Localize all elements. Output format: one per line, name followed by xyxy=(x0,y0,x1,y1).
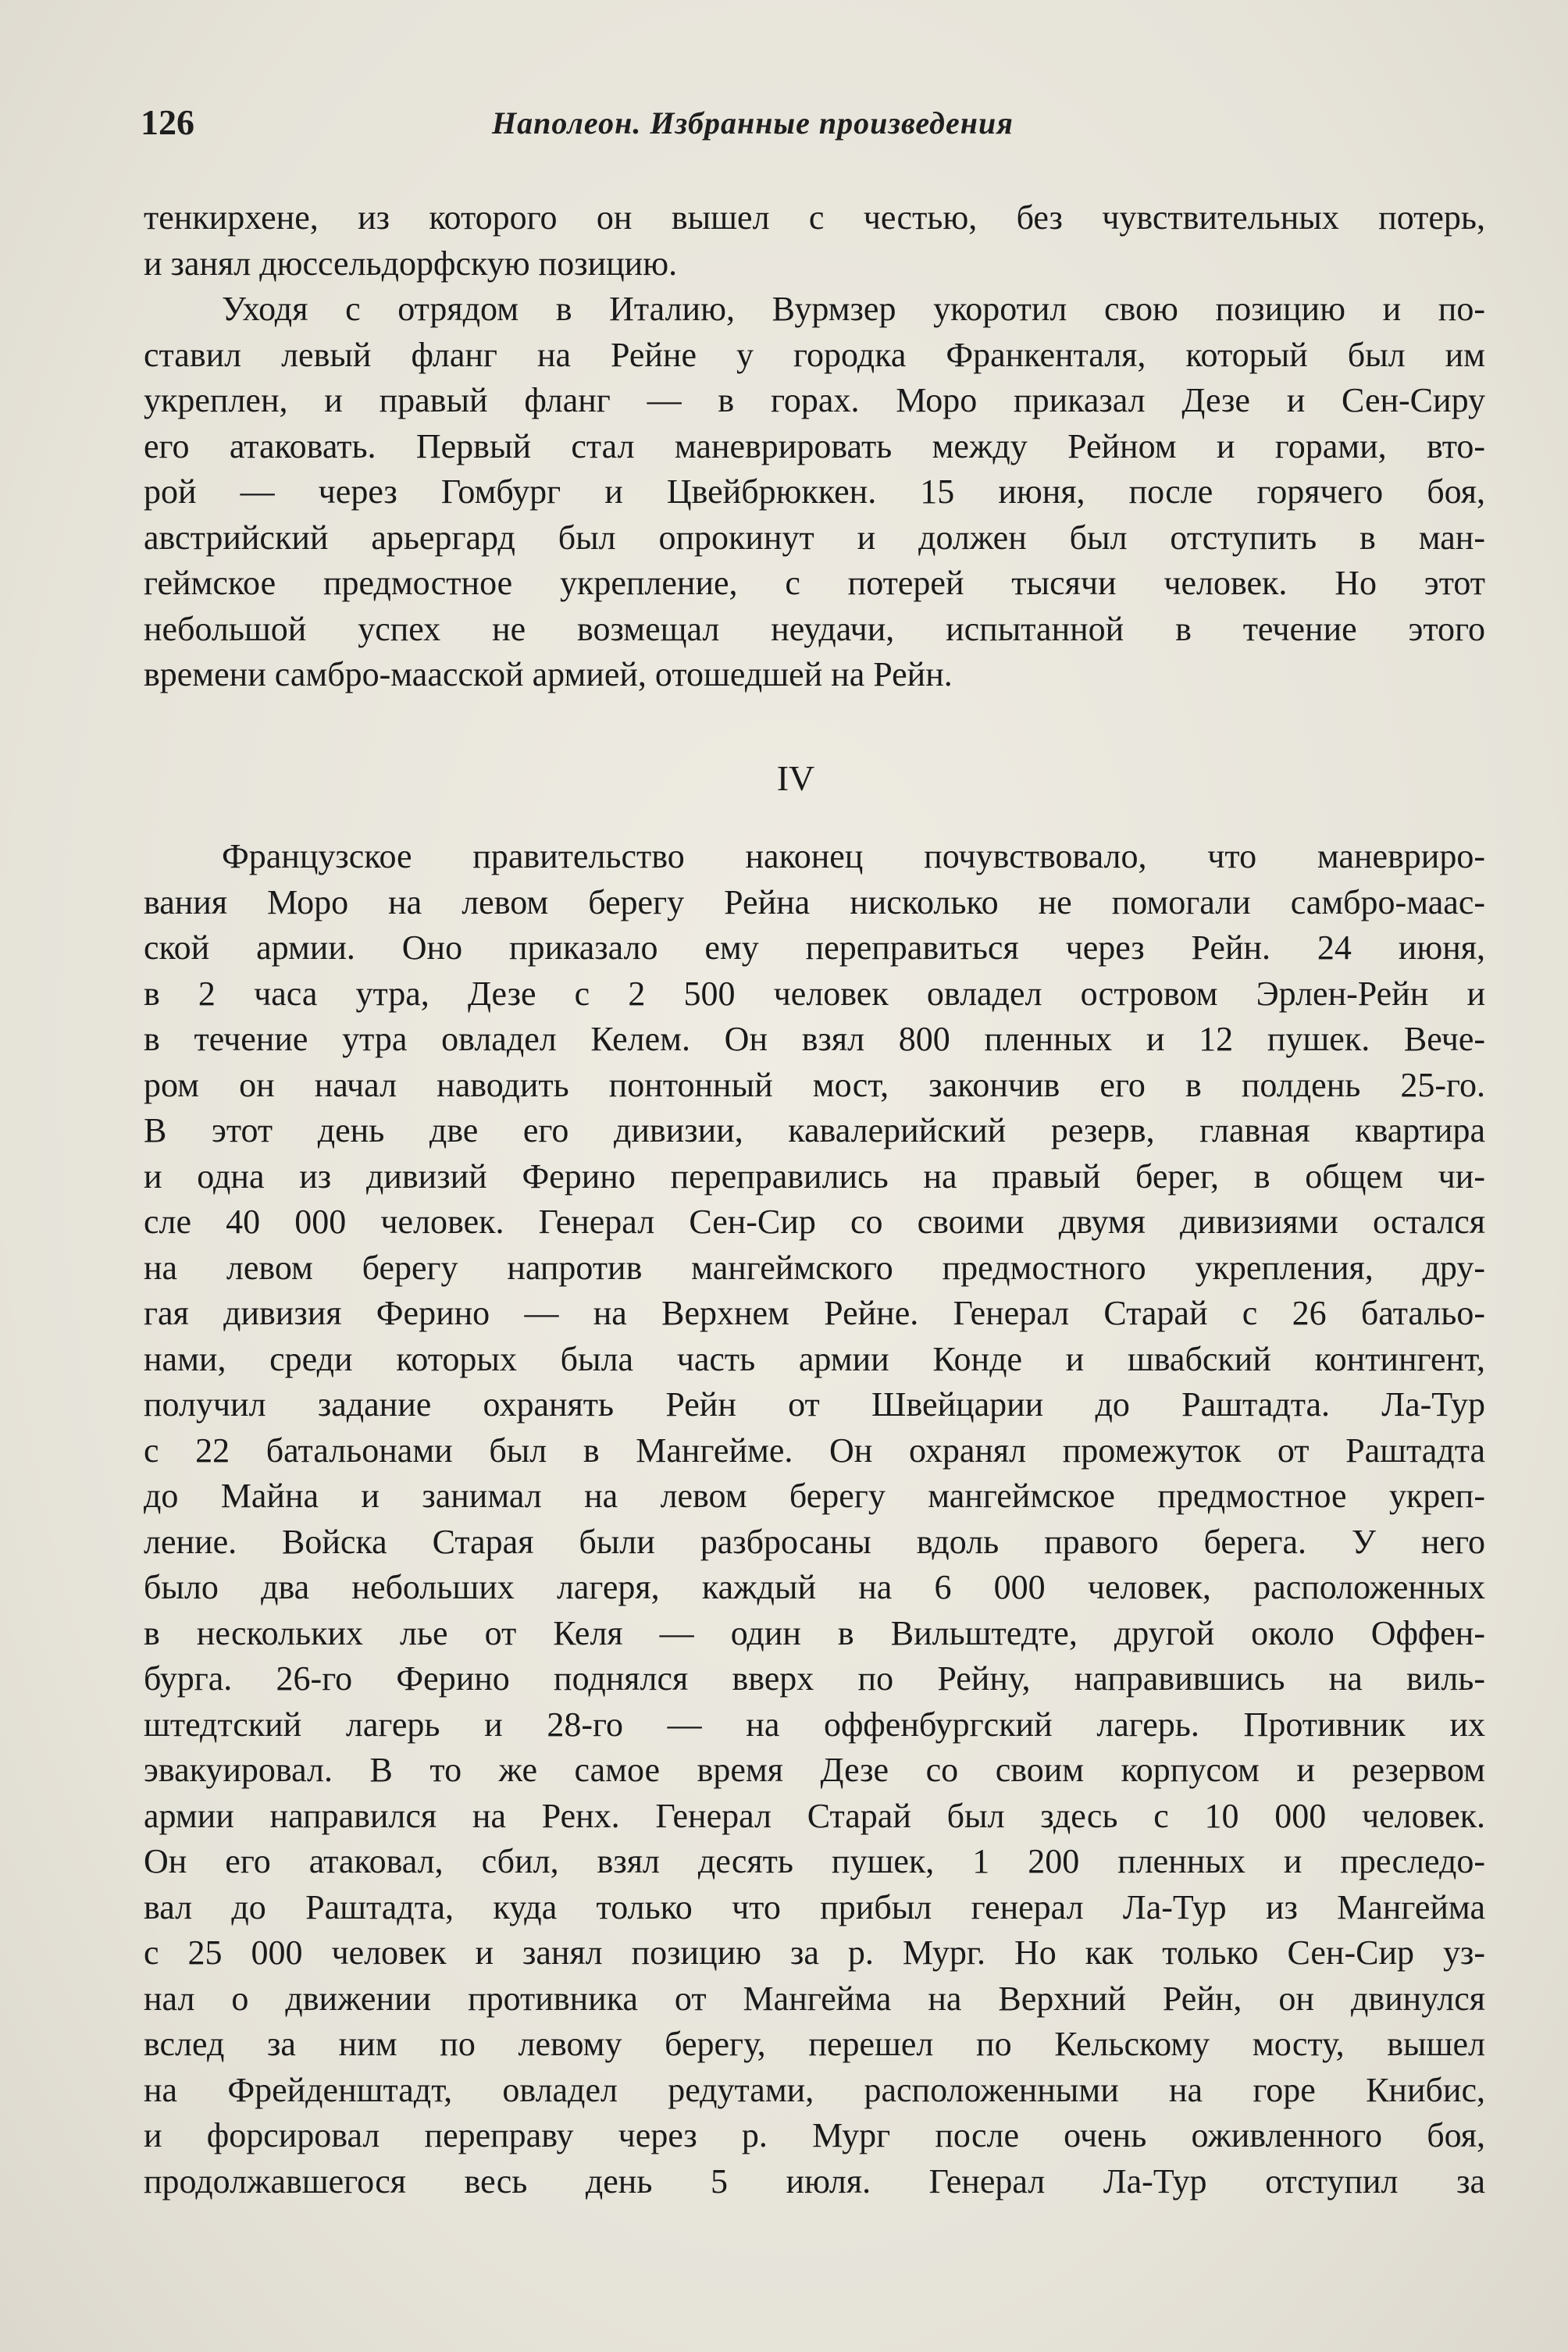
section-heading: IV xyxy=(776,758,815,798)
text-line: сле 40 000 человек. Генерал Сен-Сир со своими двумя дивизиями остался xyxy=(144,1203,1485,1241)
text-line: получил задание охранять Рейн от Швейцарии до Раштадта. Ла-Тур xyxy=(144,1385,1485,1424)
text-line: В этот день две его дивизии, кавалерийский резерв, главная квартира xyxy=(144,1111,1485,1149)
text-line: ской армии. Оно приказало ему переправиться через Рейн. 24 июня, xyxy=(144,928,1485,967)
running-title: Наполеон. Избранные произведения xyxy=(492,105,1014,141)
text-line: на левом берегу напротив мангеймского предмостного укрепления, дру- xyxy=(144,1248,1485,1287)
text-line: в течение утра овладел Келем. Он взял 800 пленных и 12 пушек. Вече- xyxy=(144,1020,1485,1058)
text-line: в 2 часа утра, Дезе с 2 500 человек овладел островом Эрлен-Рейн и xyxy=(144,974,1485,1013)
text-line: нал о движении противника от Мангейма на Верхний Рейн, он двинулся xyxy=(144,1979,1485,2018)
text-line: Французское правительство наконец почувствовало, что маневриро- xyxy=(222,837,1485,875)
text-line: эвакуировал. В то же самое время Дезе со своим корпусом и резервом xyxy=(144,1751,1485,1789)
paragraph-section-iv xyxy=(144,834,1485,2204)
text-line: Он его атаковал, сбил, взял десять пушек, 1 200 пленных и преследо- xyxy=(144,1842,1485,1880)
text-line: его атаковать. Первый стал маневрировать между Рейном и горами, вто- xyxy=(144,426,1485,465)
page-header xyxy=(141,102,1484,148)
text-line: и форсировал переправу через р. Мург после очень оживленного боя, xyxy=(144,2116,1485,2154)
text-line: ставил левый фланг на Рейне у городка Франкенталя, который был им xyxy=(144,335,1485,374)
text-line: Уходя с отрядом в Италию, Вурмзер укоротил свою позицию и по- xyxy=(222,290,1485,328)
text-line: было два небольших лагеря, каждый на 6 000 человек, расположенных xyxy=(144,1568,1485,1606)
text-line: с 25 000 человек и занял позицию за р. Мург. Но как только Сен-Сир уз- xyxy=(144,1933,1485,1972)
text-line: вал до Раштадта, куда только что прибыл генерал Ла-Тур из Мангейма xyxy=(144,1887,1485,1926)
text-line: и занял дюссельдорфскую позицию. xyxy=(144,244,678,283)
text-line: вслед за ним по левому берегу, перешел по Кельскому мосту, вышел xyxy=(144,2025,1485,2063)
text-line: и одна из дивизий Ферино переправились на правый берег, в общем чи- xyxy=(144,1156,1485,1196)
text-line: рой — через Гомбург и Цвейбрюккен. 15 июня, после горячего боя, xyxy=(144,472,1485,511)
text-line: геймское предмостное укрепление, с потерей тысячи человек. Но этот xyxy=(144,564,1485,602)
paragraph-continuation xyxy=(144,195,1485,287)
text-line: штедтский лагерь и 28-го — на оффенбургский лагерь. Противник их xyxy=(144,1705,1485,1744)
text-line: армии направился на Ренх. Генерал Старай был здесь с 10 000 человек. xyxy=(144,1796,1485,1835)
text-line: небольшой успех не возмещал неудачи, испытанной в течение этого xyxy=(144,609,1485,648)
text-line: ление. Войска Старая были разбросаны вдоль правого берега. У него xyxy=(144,1522,1485,1561)
text-line: нами, среди которых была часть армии Конде и швабский контингент, xyxy=(144,1339,1485,1378)
text-line: на Фрейденштадт, овладел редутами, расположенными на горе Книбис, xyxy=(144,2070,1485,2109)
text-line: в нескольких лье от Келя — один в Вильштедте, другой около Оффен- xyxy=(144,1613,1485,1652)
text-line: ром он начал наводить понтонный мост, закончив его в полдень 25-го. xyxy=(144,1065,1485,1104)
text-line: до Майна и занимал на левом берегу мангеймское предмостное укреп- xyxy=(144,1477,1485,1515)
text-line: продолжавшегося весь день 5 июля. Генерал Ла-Тур отступил за xyxy=(144,2161,1485,2201)
text-line: с 22 батальонами был в Мангейме. Он охранял промежуток от Раштадта xyxy=(144,1431,1485,1470)
text-line: австрийский арьергард был опрокинут и должен был отступить в ман- xyxy=(144,518,1485,557)
text-line: гая дивизия Ферино — на Верхнем Рейне. Генерал Старай с 26 батальо- xyxy=(144,1294,1485,1332)
text-line: тенкирхене, из которого он вышел с честью, без чувствительных потерь, xyxy=(144,198,1485,237)
page-number: 126 xyxy=(141,102,194,142)
text-line: вания Моро на левом берегу Рейна нисколько не помогали самбро-маас- xyxy=(144,882,1485,921)
paragraph-vurmzer xyxy=(144,287,1485,698)
text-line: укреплен, и правый фланг — в горах. Моро приказал Дезе и Сен-Сиру xyxy=(144,381,1485,419)
text-line: бурга. 26-го Ферино поднялся вверх по Рейну, направившись на виль- xyxy=(144,1659,1485,1698)
text-line: времени самбро-маасской армией, отошедшей на Рейн. xyxy=(144,655,953,693)
